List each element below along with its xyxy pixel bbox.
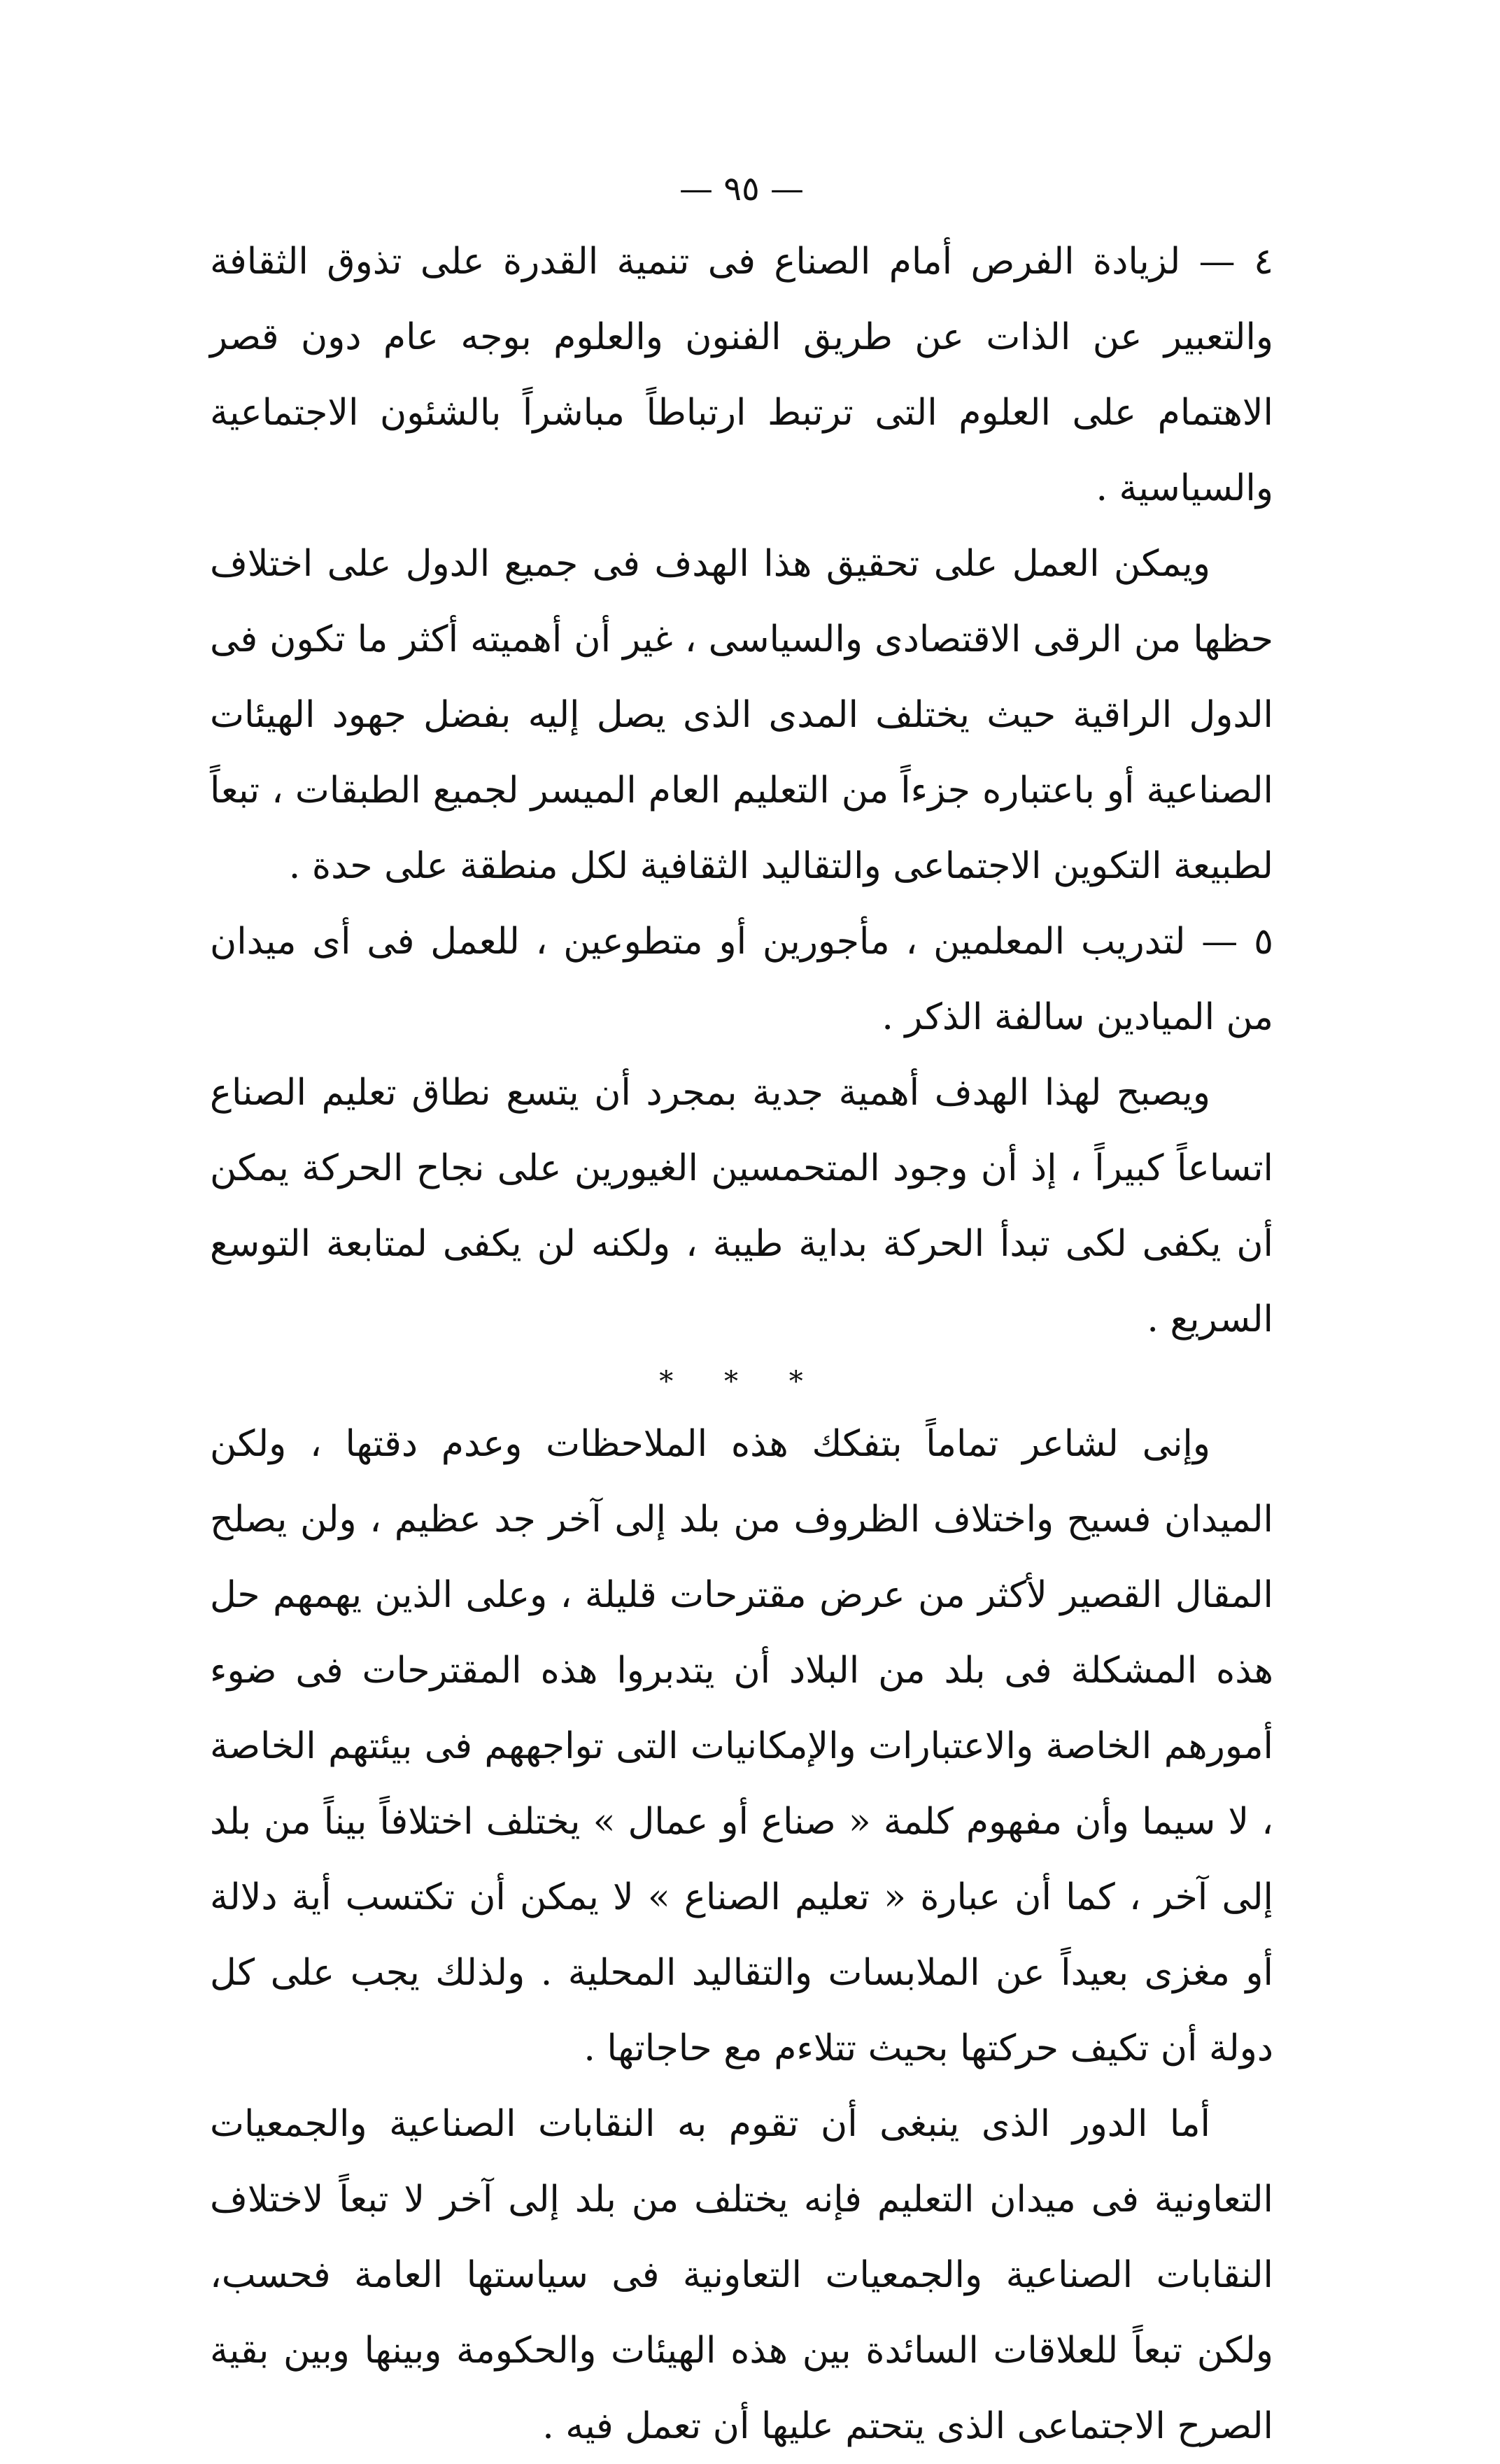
paragraph-point-5: ٥ — لتدريب المعلمين ، مأجورين أو متطوعين ، للعمل فى أى ميدان من الميادين سالفة الذكر . [210,921,1273,1038]
paragraph-point-4: ٤ — لزيادة الفرص أمام الصناع فى تنمية القدرة على تذوق الثقافة والتعبير عن الذات عن طريق الفنون والعلوم بوجه عام دون قصر الاهتمام على العلوم التى ترتبط ارتباطاً مباشراً بالشئون الاجتماعية والسياسية . [210,241,1273,509]
paragraph-conclusion: وإنى لشاعر تماماً بتفكك هذه الملاحظات وعدم دقتها ، ولكن الميدان فسيح واختلاف الظروف من بلد إلى آخر جد عظيم ، ولن يصلح المقال القصير لأكثر من عرض مقترحات قليلة ، وعلى الذين يهمهم حل هذه المشكلة فى بلد من البلاد أن يتدبروا هذه المقترحات فى ضوء أمورهم الخاصة والاعتبارات والإمكانيات التى تواجههم فى بيئتهم الخاصة ، لا سيما وأن مفهوم كلمة « صناع أو عمال » يختلف اختلافاً بيناً من بلد إلى آخر ، كما أن عبارة « تعليم الصناع » لا يمكن أن تكتسب أية دلالة أو مغزى بعيداً عن الملابسات والتقاليد المحلية . ولذلك يجب على كل دولة أن تكيف حركتها بحيث تتلاءم مع حاجاتها . [210,1423,1273,2069]
paragraph-unions-role: أما الدور الذى ينبغى أن تقوم به النقابات الصناعية والجمعيات التعاونية فى ميدان التعليم فإنه يختلف من بلد إلى آخر لا تبعاً لاختلاف النقابات الصناعية والجمعيات التعاونية فى سياستها العامة فحسب، ولكن تبعاً للعلاقات السائدة بين هذه الهيئات والحكومة وبينها وبين بقية الصرح الاجتماعى الذى يتحتم عليها أن تعمل فيه . [210,2103,1273,2447]
page-number: — ٩٥ — [679,169,805,208]
section-separator: * * * [659,1366,824,1398]
paragraph-point-5-explanation: ويصبح لهذا الهدف أهمية جدية بمجرد أن يتسع نطاق تعليم الصناع اتساعاً كبيراً ، إذ أن وجود المتحمسين الغيورين على نجاح الحركة يمكن أن يكفى لكى تبدأ الحركة بداية طيبة ، ولكنه لن يكفى لمتابعة التوسع السريع . [210,1072,1273,1340]
paragraph-point-4-explanation: ويمكن العمل على تحقيق هذا الهدف فى جميع الدول على اختلاف حظها من الرقى الاقتصادى والسياسى ، غير أن أهميته أكثر ما تكون فى الدول الراقية حيث يختلف المدى الذى يصل إليه بفضل جهود الهيئات الصناعية أو باعتباره جزءاً من التعليم العام الميسر لجميع الطبقات ، تبعاً لطبيعة التكوين الاجتماعى والتقاليد الثقافية لكل منطقة على حدة . [210,543,1273,887]
document-page [210,161,1273,2464]
